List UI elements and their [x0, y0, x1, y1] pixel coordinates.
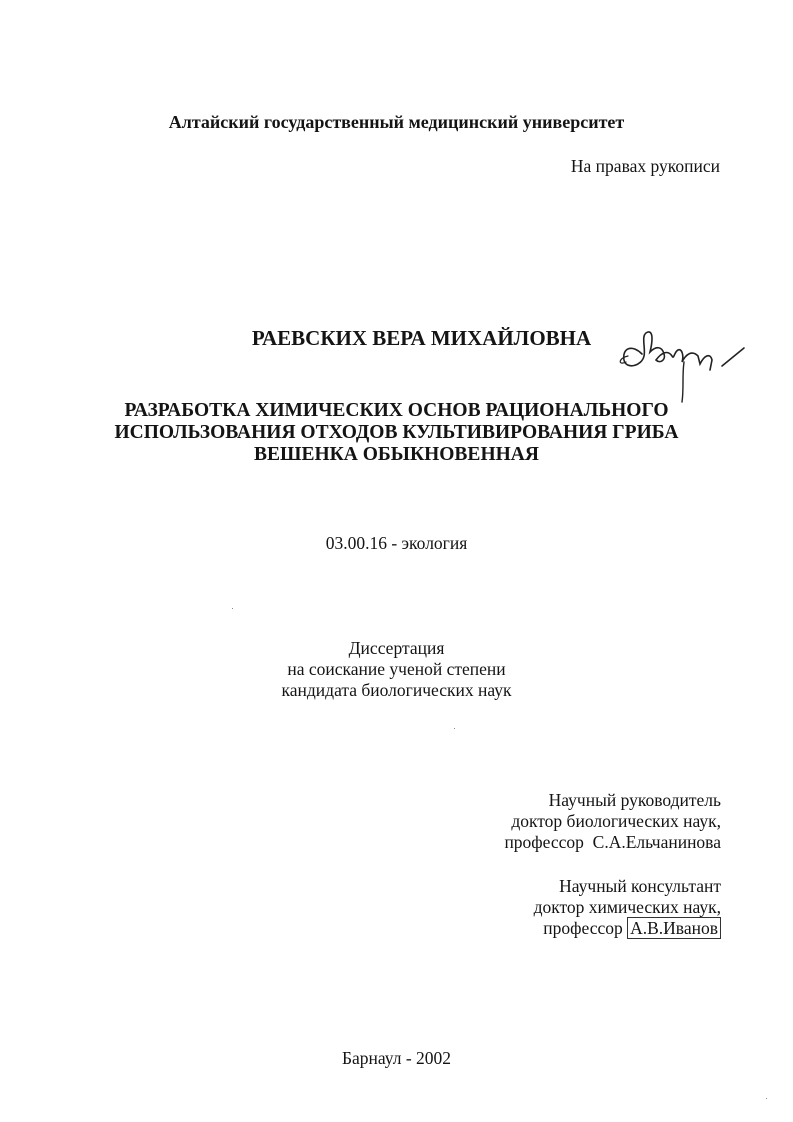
supervisor-title: профессор — [504, 832, 584, 852]
supervisor-title-name — [504, 832, 721, 853]
dissertation-degree — [0, 638, 793, 701]
consultant-title: профессор — [543, 918, 623, 938]
consultant-role: Научный консультант — [559, 876, 721, 896]
thesis-title-line: ВЕШЕНКА ОБЫКНОВЕННАЯ — [254, 444, 539, 465]
dissertation-line: кандидата биологических наук — [281, 680, 512, 700]
thesis-title-line: РАЗРАБОТКА ХИМИЧЕСКИХ ОСНОВ РАЦИОНАЛЬНОГО — [124, 400, 669, 421]
scientific-supervisor — [504, 790, 721, 853]
consultant-name: А.В.Иванов — [627, 917, 721, 939]
scan-speck — [232, 608, 233, 609]
consultant-title-name — [534, 918, 721, 939]
city-year: Барнаул - 2002 — [341, 1048, 452, 1068]
dissertation-line: на соискание ученой степени — [287, 659, 506, 679]
supervisor-role: Научный руководитель — [548, 790, 721, 810]
scan-speck — [454, 728, 455, 729]
supervisor-degree: доктор биологических наук, — [511, 811, 721, 831]
university-name: Алтайский государственный медицинский университет — [168, 112, 625, 132]
handwritten-signature — [612, 326, 752, 406]
thesis-title — [0, 400, 793, 466]
dissertation-line: Диссертация — [348, 638, 445, 658]
scientific-consultant — [534, 876, 721, 939]
scan-speck — [766, 1098, 767, 1099]
consultant-degree: доктор химических наук, — [533, 897, 721, 917]
manuscript-rights-note: На правах рукописи — [570, 156, 720, 176]
author-name: РАЕВСКИХ ВЕРА МИХАЙЛОВНА — [251, 326, 592, 350]
thesis-title-line: ИСПОЛЬЗОВАНИЯ ОТХОДОВ КУЛЬТИВИРОВАНИЯ ГРИБА — [114, 422, 679, 443]
specialty-code: 03.00.16 - экология — [325, 533, 468, 553]
supervisor-name: С.А.Ельчанинова — [592, 832, 721, 852]
